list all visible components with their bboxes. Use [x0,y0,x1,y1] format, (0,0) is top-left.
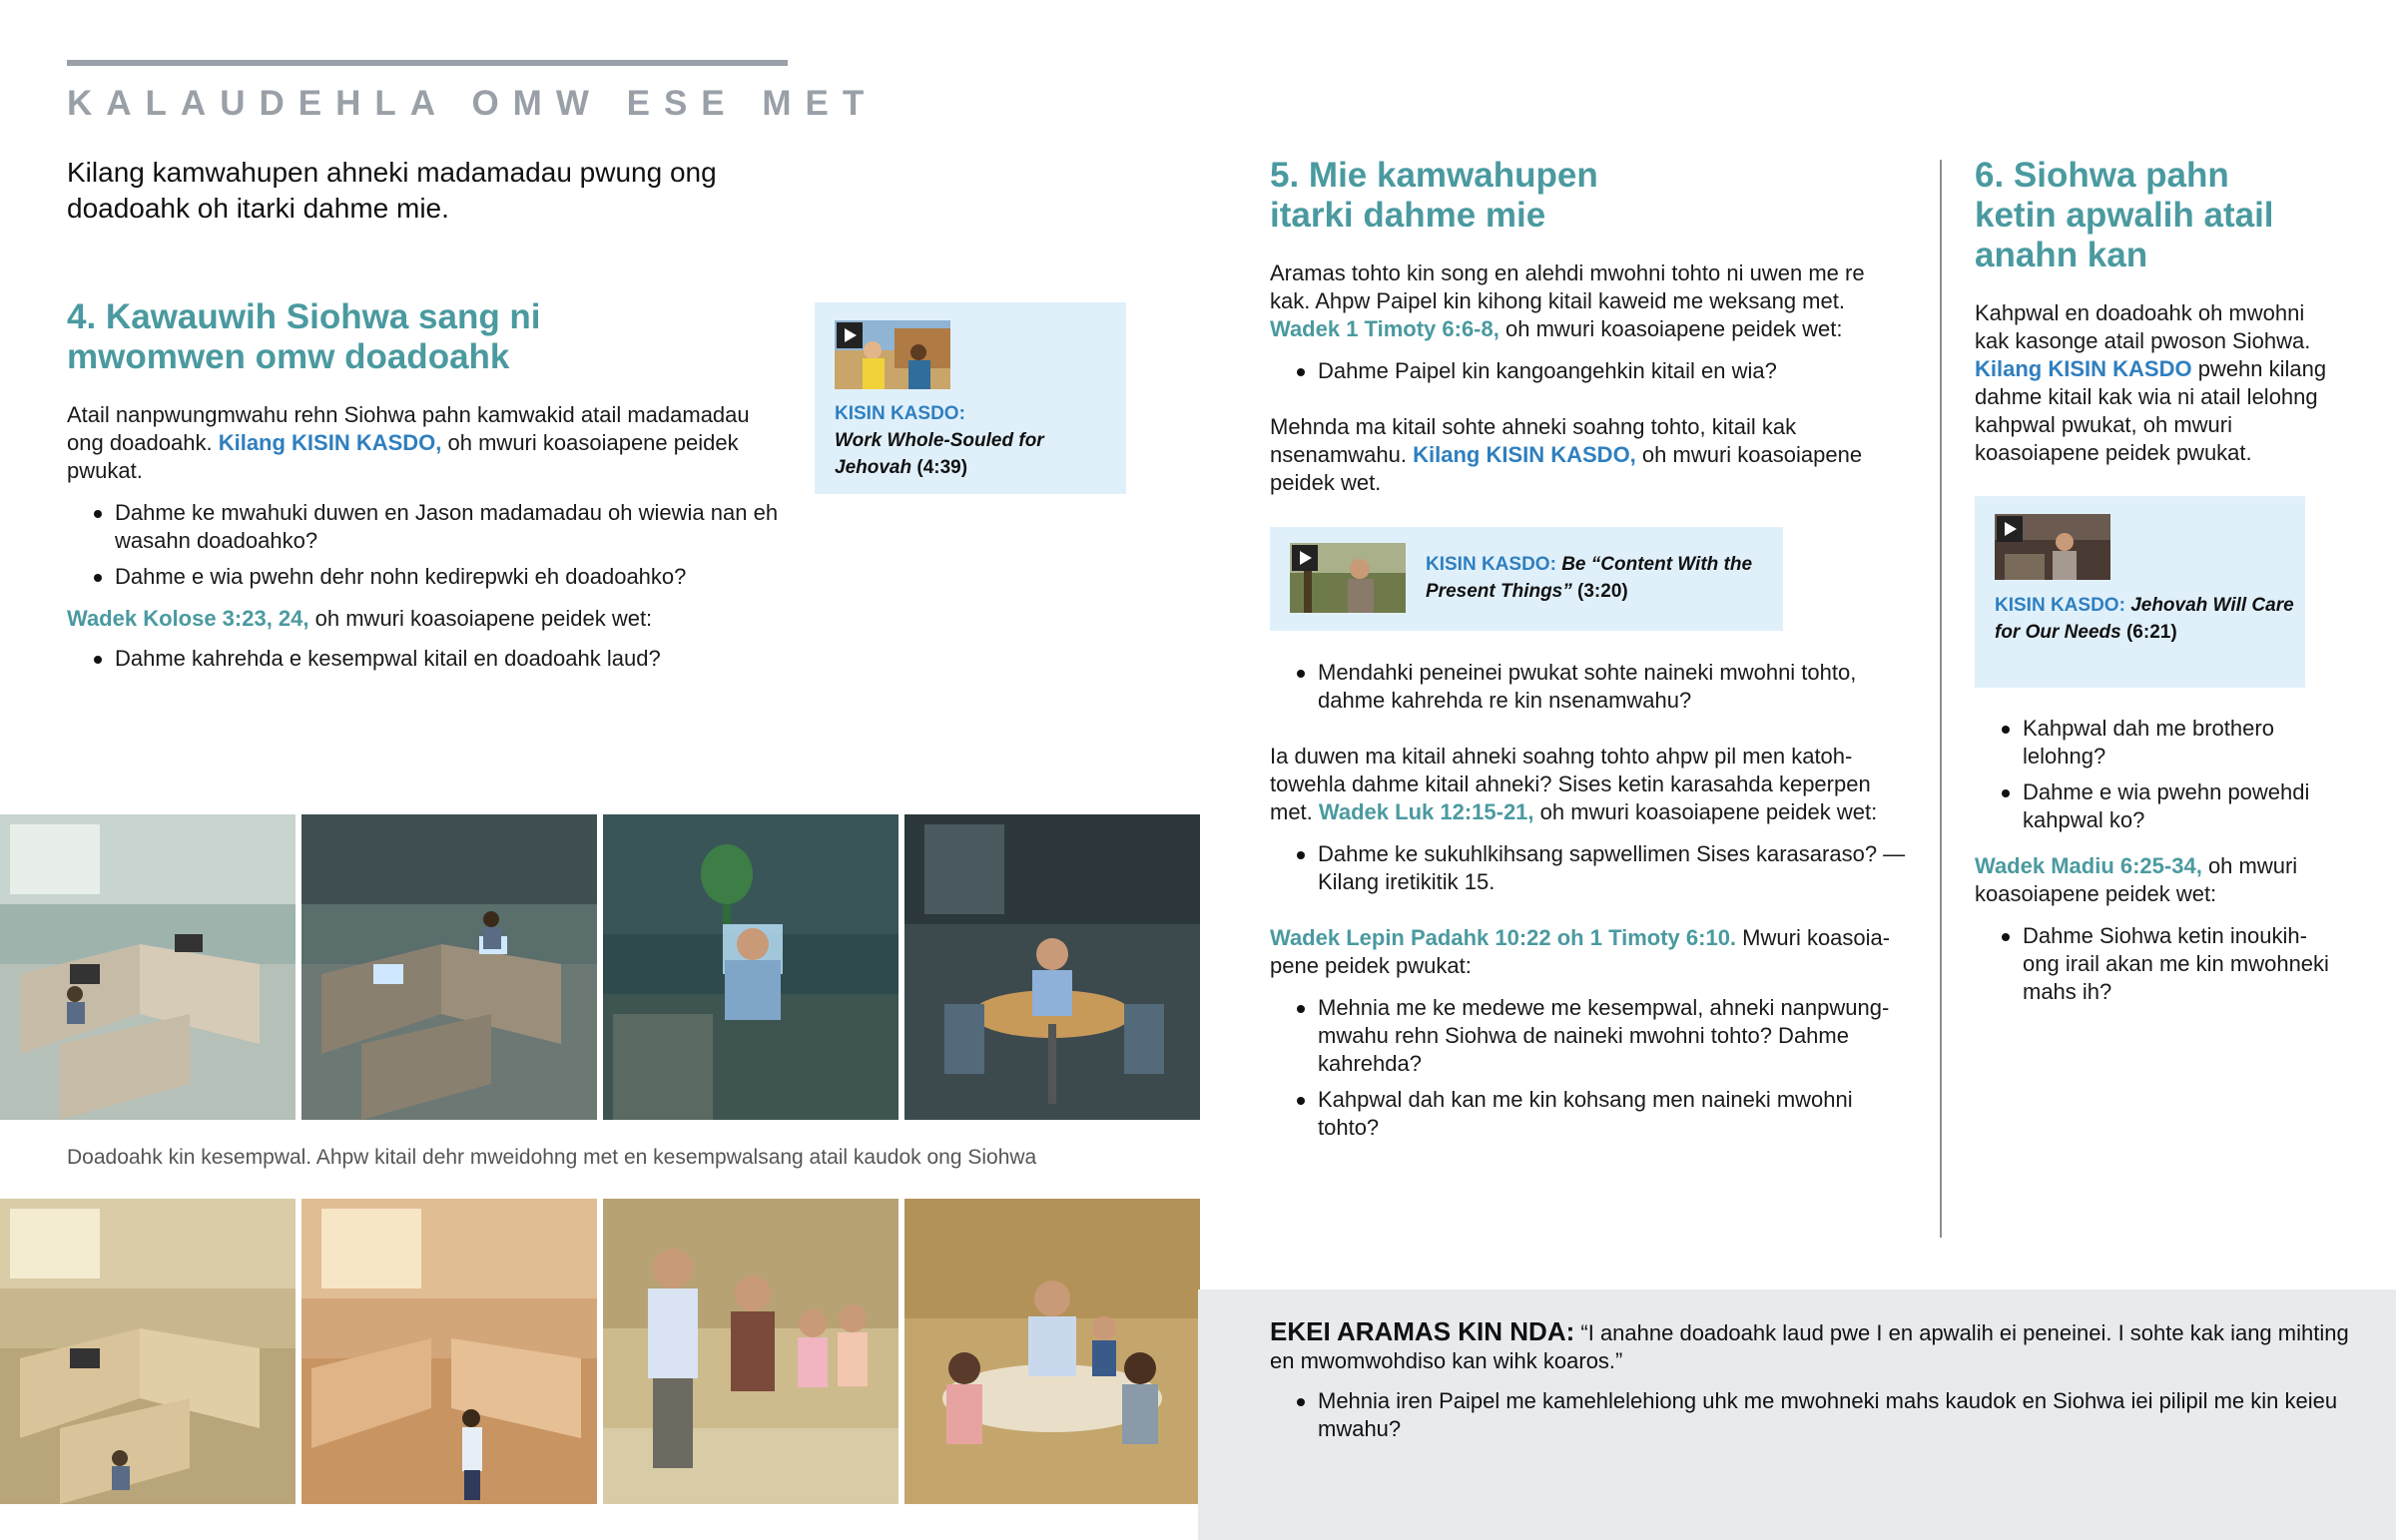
section5-questions-1 [1270,357,1909,385]
section6-questions-1 [1975,715,2334,834]
section6-title-line3: anahn kan [1975,236,2148,274]
header-rule [67,60,788,66]
section6-title-line2: ketin apwalih atail [1975,196,2274,235]
section5-para1: Aramas tohto kin song en alehdi mwohni tohto ni uwen me re kak. Ahpw Paipel kin kihong kitail kaweid me weksang met. Wadek 1 Timoty 6:6-8, oh mwuri koasoiapene peidek wet: [1270,260,1865,341]
video-caption: KISIN KASDO: Work Whole-Souled for Jehovah (4:39) [835,403,1044,478]
scripture-link[interactable]: Wadek Madiu 6:25-34, [1975,853,2202,878]
list-item: Dahme e wia pwehn powehdi kahpwal ko? [1975,778,2334,834]
section4-read: Wadek Kolose 3:23, 24, oh mwuri koasoiapene peidek wet: [67,606,653,631]
watch-video-link[interactable]: Kilang KISIN KASDO, [1413,442,1636,467]
section5-body-bottom [1270,659,1909,1156]
list-item: Dahme Paipel kin kangoangehkin kitail en wia? [1270,357,1909,385]
list-item: Dahme kahrehda e kesempwal kitail en doadoahk laud? [67,645,786,673]
quote-box [1198,1289,2396,1540]
section6-body-bottom [1975,715,2334,1020]
video-thumbnail[interactable] [835,320,950,389]
section5-questions-2 [1270,659,1909,715]
list-item: Dahme ke sukuhlkihsang sapwellimen Sises karasaraso? —Kilang iretikitik 15. [1270,840,1909,896]
watch-video-link[interactable]: Kilang KISIN KASDO [1975,356,2192,381]
video-duration: (4:39) [916,457,968,478]
list-item: Mendahki peneinei pwukat sohte naineki mwohni tohto, dahme kahrehda re kin nsenamwahu? [1270,659,1909,715]
section5-questions-4 [1270,994,1909,1142]
scripture-link[interactable]: Wadek 1 Timoty 6:6-8, [1270,316,1499,341]
play-icon[interactable] [1997,516,2023,542]
section6-questions-2 [1975,922,2334,1006]
video-card[interactable] [1975,496,2305,688]
illustration-meeting [603,1199,898,1504]
video-card[interactable] [1270,527,1783,631]
video-duration: (3:20) [1577,581,1628,602]
illustration-office-2 [301,814,597,1120]
list-item: Dahme Siohwa ketin inoukihong irail akan me kin mwohneki mahs ih? [1975,922,2334,1006]
section4-para: Atail nanpwungmwahu rehn Siohwa pahn kamwakid atail madamadau ong doadoahk. Kilang KISIN KASDO, oh mwuri koasoiapene peidek pwukat. [67,402,750,483]
video-title: Be “Content With the Present Things” [1426,554,1753,602]
section5-questions-3 [1270,840,1909,896]
section5-title [1270,156,1909,236]
section5-body-top [1270,259,1909,525]
section-kicker: KALAUDEHLA OMW ESE MET [67,84,879,123]
illustration-family-meal [904,1199,1200,1504]
section5-title-line2: itarki dahme mie [1270,196,1546,235]
section6-para1: Kahpwal en doadoahk oh mwohni kak kasonge atail pwoson Siohwa. Kilang KISIN KASDO pwehn kilang dahme kitail kak wia ni atail lelohng kahpwal pwukat, oh mwuri koasoiapene peidek pwukat. [1975,300,2327,465]
section6-body-top [1975,299,2334,495]
intro-text: Kilang kamwahupen ahneki madamadau pwung ong doadoahk oh itarki dahme mie. [67,157,717,224]
video-duration: (6:21) [2125,622,2177,643]
section6-title [1975,156,2354,275]
video-thumbnail[interactable] [1995,514,2110,580]
video-title: Work Whole-Souled for Jehovah [835,430,1044,478]
scripture-link[interactable]: Wadek Lepin Padahk 10:22 oh 1 Timoty 6:10. [1270,925,1737,950]
quote-content [1270,1317,2368,1457]
illustration-office-5 [301,1199,597,1504]
illustration-office-4 [0,1199,296,1504]
quote-questions [1270,1387,2368,1443]
illustration-office-3 [603,814,898,1120]
video-caption: KISIN KASDO: Jehovah Will Care for Our Needs (6:21) [1995,595,2294,643]
section4-title [67,297,786,377]
quote-label: EKEI ARAMAS KIN NDA: [1270,1316,1575,1346]
image-caption: Doadoahk kin kesempwal. Ahpw kitail dehr mweidohng met en kesempwalsang atail kaudok ong Siohwa [67,1146,1037,1169]
illustration-breakroom [904,814,1200,1120]
list-item: Kahpwal dah me brothero lelohng? [1975,715,2334,770]
list-item: Dahme ke mwahuki duwen en Jason madamadau oh wiewia nan eh wasahn doadoahko? [67,499,786,555]
list-item: Mehnia iren Paipel me kamehlelehiong uhk me mwohneki mahs kaudok en Siohwa iei pilipil me kin keieu mwahu? [1270,1387,2368,1443]
section5-para2: Mehnda ma kitail sohte ahneki soahng tohto, kitail kak nsenamwahu. Kilang KISIN KASDO, oh mwuri koasoiapene peidek wet. [1270,414,1863,495]
list-item: Dahme e wia pwehn dehr nohn kedirepwki eh doadoahko? [67,563,786,591]
section5-title-line1: 5. Mie kamwahupen [1270,156,1598,195]
video-title: Jehovah Will Care for Our Needs [1995,595,2294,643]
section5-para3: Ia duwen ma kitail ahneki soahng tohto ahpw pil men katohtowehla dahme kitail ahneki? Sises ketin karasahda keperpen met. Wadek Luk 12:15-21, oh mwuri koasoiapene peidek wet: [1270,744,1878,824]
scripture-link[interactable]: Wadek Kolose 3:23, 24, [67,606,309,631]
section5-para4: Wadek Lepin Padahk 10:22 oh 1 Timoty 6:10. Mwuri koasoiapene peidek pwukat: [1270,925,1891,978]
column-divider [1940,160,1942,1238]
illustration-office-1 [0,814,296,1120]
video-card[interactable] [815,302,1126,494]
video-caption: KISIN KASDO: Be “Content With the Present Things” (3:20) [1426,554,1753,602]
quote-text: “I anahne doadoahk laud pwe I en apwalih ei peneinei. I sohte kak iang mihting en mwomwohdiso kan wihk koaros.” [1270,1320,2349,1373]
play-icon[interactable] [837,322,863,348]
list-item: Kahpwal dah kan me kin kohsang men naineki mwohni tohto? [1270,1086,1909,1142]
section4-questions [67,499,786,591]
video-thumbnail[interactable] [1290,543,1406,613]
scripture-link[interactable]: Wadek Luk 12:15-21, [1318,799,1534,824]
watch-video-link[interactable]: Kilang KISIN KASDO, [218,430,442,455]
section4-questions-2 [67,645,786,673]
section6-title-line1: 6. Siohwa pahn [1975,156,2229,195]
section6-read: Wadek Madiu 6:25-34, oh mwuri koasoiapene peidek wet: [1975,853,2298,906]
section4-title-line1: 4. Kawauwih Siohwa sang ni [67,297,541,336]
section4-body [67,401,786,687]
list-item: Mehnia me ke medewe me kesempwal, ahneki nanpwungmwahu rehn Siohwa de naineki mwohni tohto? Dahme kahrehda? [1270,994,1909,1078]
section4-title-line2: mwomwen omw doadoahk [67,337,510,376]
play-icon[interactable] [1292,545,1318,571]
